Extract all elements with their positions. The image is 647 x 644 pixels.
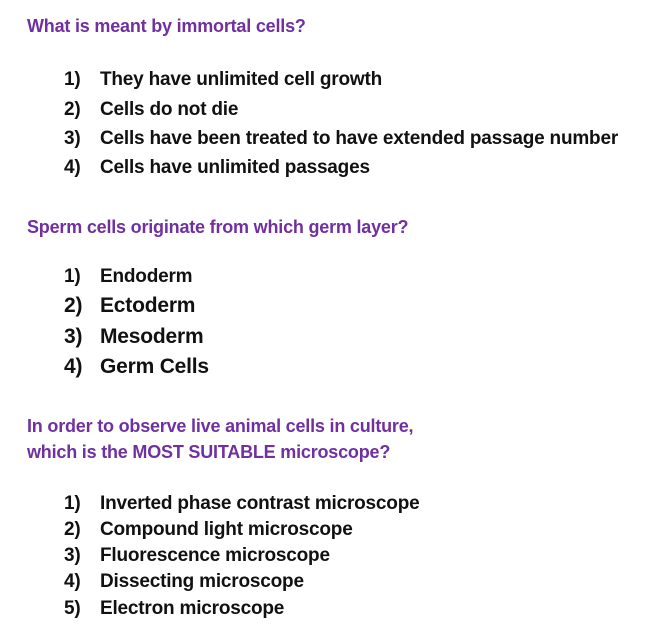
question-1-option-4 bbox=[64, 157, 370, 179]
question-1-text: What is meant by immortal cells? bbox=[27, 16, 306, 36]
option-text: Electron microscope bbox=[100, 598, 285, 619]
option-number: 4) bbox=[64, 157, 81, 178]
option-number: 3) bbox=[64, 545, 81, 566]
option-text: Cells have been treated to have extended passage number bbox=[100, 128, 619, 149]
option-text: Germ Cells bbox=[100, 355, 209, 378]
option-text: Compound light microscope bbox=[100, 519, 353, 540]
option-number: 3) bbox=[64, 128, 81, 149]
option-text: Ectoderm bbox=[100, 294, 196, 317]
question-3-option-1 bbox=[64, 493, 419, 515]
option-number: 1) bbox=[64, 266, 81, 287]
question-3-option-3 bbox=[64, 545, 330, 567]
option-number: 3) bbox=[64, 325, 83, 348]
option-text: Cells do not die bbox=[100, 99, 239, 120]
option-number: 5) bbox=[64, 598, 81, 619]
option-number: 2) bbox=[64, 519, 81, 540]
question-3-option-4 bbox=[64, 571, 304, 593]
question-2-text: Sperm cells originate from which germ layer? bbox=[27, 217, 409, 237]
option-number: 1) bbox=[64, 69, 81, 90]
option-number: 2) bbox=[64, 294, 83, 317]
question-3-text-line-1: In order to observe live animal cells in culture, bbox=[27, 416, 414, 436]
question-2-option-4 bbox=[64, 355, 209, 379]
question-3-option-5 bbox=[64, 598, 284, 620]
option-text: Dissecting microscope bbox=[100, 571, 304, 592]
option-text: Fluorescence microscope bbox=[100, 545, 330, 566]
question-1-option-2 bbox=[64, 99, 238, 121]
option-text: They have unlimited cell growth bbox=[100, 69, 383, 90]
option-text: Cells have unlimited passages bbox=[100, 157, 370, 178]
option-text: Mesoderm bbox=[100, 325, 204, 348]
option-number: 2) bbox=[64, 99, 81, 120]
question-3-text-line-2: which is the MOST SUITABLE microscope? bbox=[27, 442, 391, 462]
question-2-option-1 bbox=[64, 266, 192, 288]
question-3-option-2 bbox=[64, 519, 353, 541]
question-2-option-3 bbox=[64, 325, 203, 349]
option-text: Inverted phase contrast microscope bbox=[100, 493, 420, 514]
option-number: 4) bbox=[64, 571, 81, 592]
option-number: 1) bbox=[64, 493, 81, 514]
option-text: Endoderm bbox=[100, 266, 193, 287]
question-2-option-2 bbox=[64, 294, 195, 318]
question-1-option-1 bbox=[64, 69, 382, 91]
option-number: 4) bbox=[64, 355, 83, 378]
question-1-option-3 bbox=[64, 128, 618, 150]
